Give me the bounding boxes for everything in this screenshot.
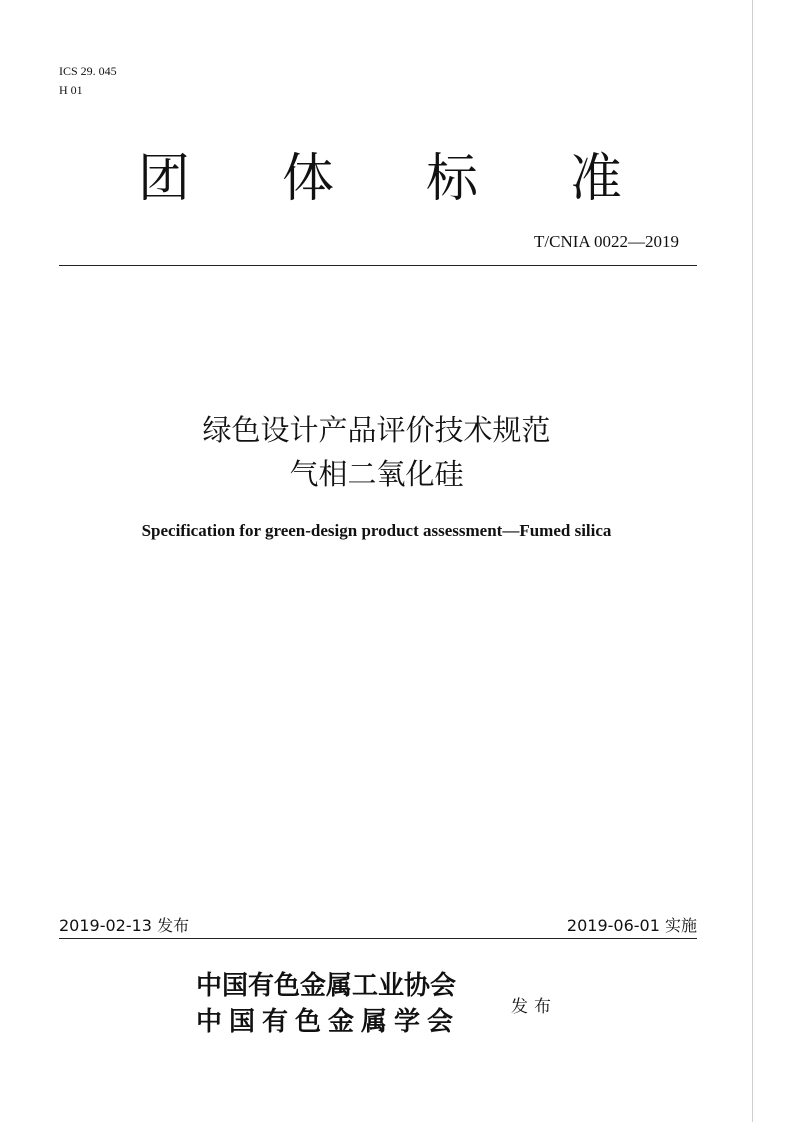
implementation-date: 2019-06-01 实施 bbox=[566, 916, 697, 935]
ccs-code: H 01 bbox=[59, 83, 83, 97]
standard-number: T/CNIA 0022—2019 bbox=[534, 232, 679, 251]
chinese-title-line-1: 绿色设计产品评价技术规范 bbox=[202, 413, 551, 447]
issue-date: 2019-02-13 发布 bbox=[59, 916, 190, 935]
classification-codes bbox=[59, 62, 117, 100]
ics-code: ICS 29. 045 bbox=[59, 64, 117, 78]
chinese-title bbox=[0, 408, 753, 496]
page-edge bbox=[752, 0, 753, 1122]
bottom-divider bbox=[59, 938, 697, 939]
top-divider bbox=[59, 265, 697, 266]
english-title: Specification for green-design product assessment—Fumed silica bbox=[141, 521, 612, 540]
standard-type-char: 标 bbox=[425, 149, 478, 209]
issuer-2: 中国有色金属学会 bbox=[196, 1007, 461, 1037]
standard-type-char: 准 bbox=[569, 149, 622, 209]
issuer-1: 中国有色金属工业协会 bbox=[196, 971, 457, 1001]
standard-type-char: 体 bbox=[281, 149, 334, 209]
chinese-title-line-2: 气相二氧化硅 bbox=[289, 457, 464, 491]
standard-type-heading bbox=[138, 147, 622, 211]
issuing-organizations bbox=[196, 968, 460, 1040]
standard-type-char: 团 bbox=[138, 149, 191, 209]
issue-label: 发布 bbox=[511, 997, 557, 1017]
